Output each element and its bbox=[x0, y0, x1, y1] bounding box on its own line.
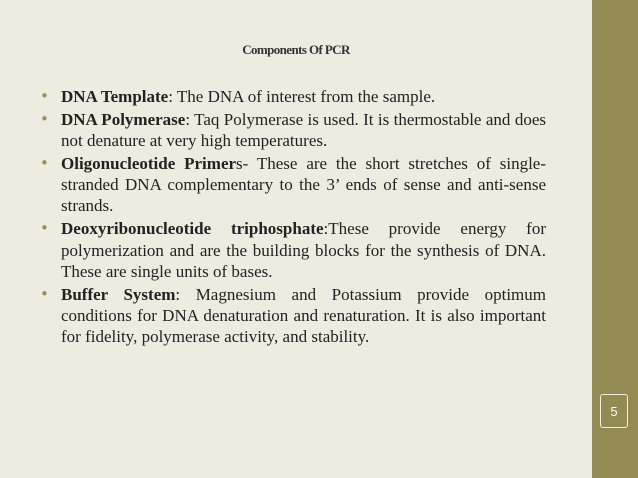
bullet-item-dna-template bbox=[40, 86, 546, 107]
bullet-text: : Magnesium and Potassium provide optimum conditions for DNA denaturation and renaturation. It is also important for fidelity, polymerase activity, and stability. bbox=[61, 284, 546, 347]
bullet-item-dna-polymerase bbox=[40, 109, 546, 152]
bullet-dot-icon: • bbox=[40, 87, 49, 105]
bullet-term: Buffer System bbox=[61, 284, 176, 304]
bullet-text: :These provide energy for polymerization and are the building blocks for the synthesis of DNA. These are single units of bases. bbox=[61, 219, 546, 281]
bullet-item-primers bbox=[40, 153, 546, 217]
bullet-dot-icon: • bbox=[40, 284, 49, 303]
bullet-text: - These are the short stretches of single-stranded DNA complementary to the 3’ ends of sense and anti-sense strands. bbox=[61, 153, 547, 216]
slide-title: Components Of PCR bbox=[242, 42, 350, 57]
bullet-text: : The DNA of interest from the sample. bbox=[168, 87, 436, 106]
bullet-dot-icon: • bbox=[40, 153, 49, 172]
bullet-term: Oligonucleotide Primer bbox=[61, 153, 237, 173]
bullet-term: DNA Polymerase bbox=[61, 109, 186, 129]
bullet-list bbox=[40, 86, 546, 349]
bullet-term: Deoxyribonucleotide triphosphate bbox=[61, 219, 324, 239]
bullet-term: DNA Template bbox=[61, 87, 169, 106]
page-number: 5 bbox=[600, 394, 628, 428]
bullet-item-buffer-system bbox=[40, 284, 546, 348]
bullet-text: : Taq Polymerase is used. It is thermostable and does not denature at very high temperatures. bbox=[61, 109, 546, 151]
bullet-dot-icon: • bbox=[40, 109, 49, 128]
bullet-item-dntp bbox=[40, 218, 546, 282]
bullet-term-suffix: s bbox=[236, 153, 243, 173]
bullet-dot-icon: • bbox=[40, 219, 49, 238]
